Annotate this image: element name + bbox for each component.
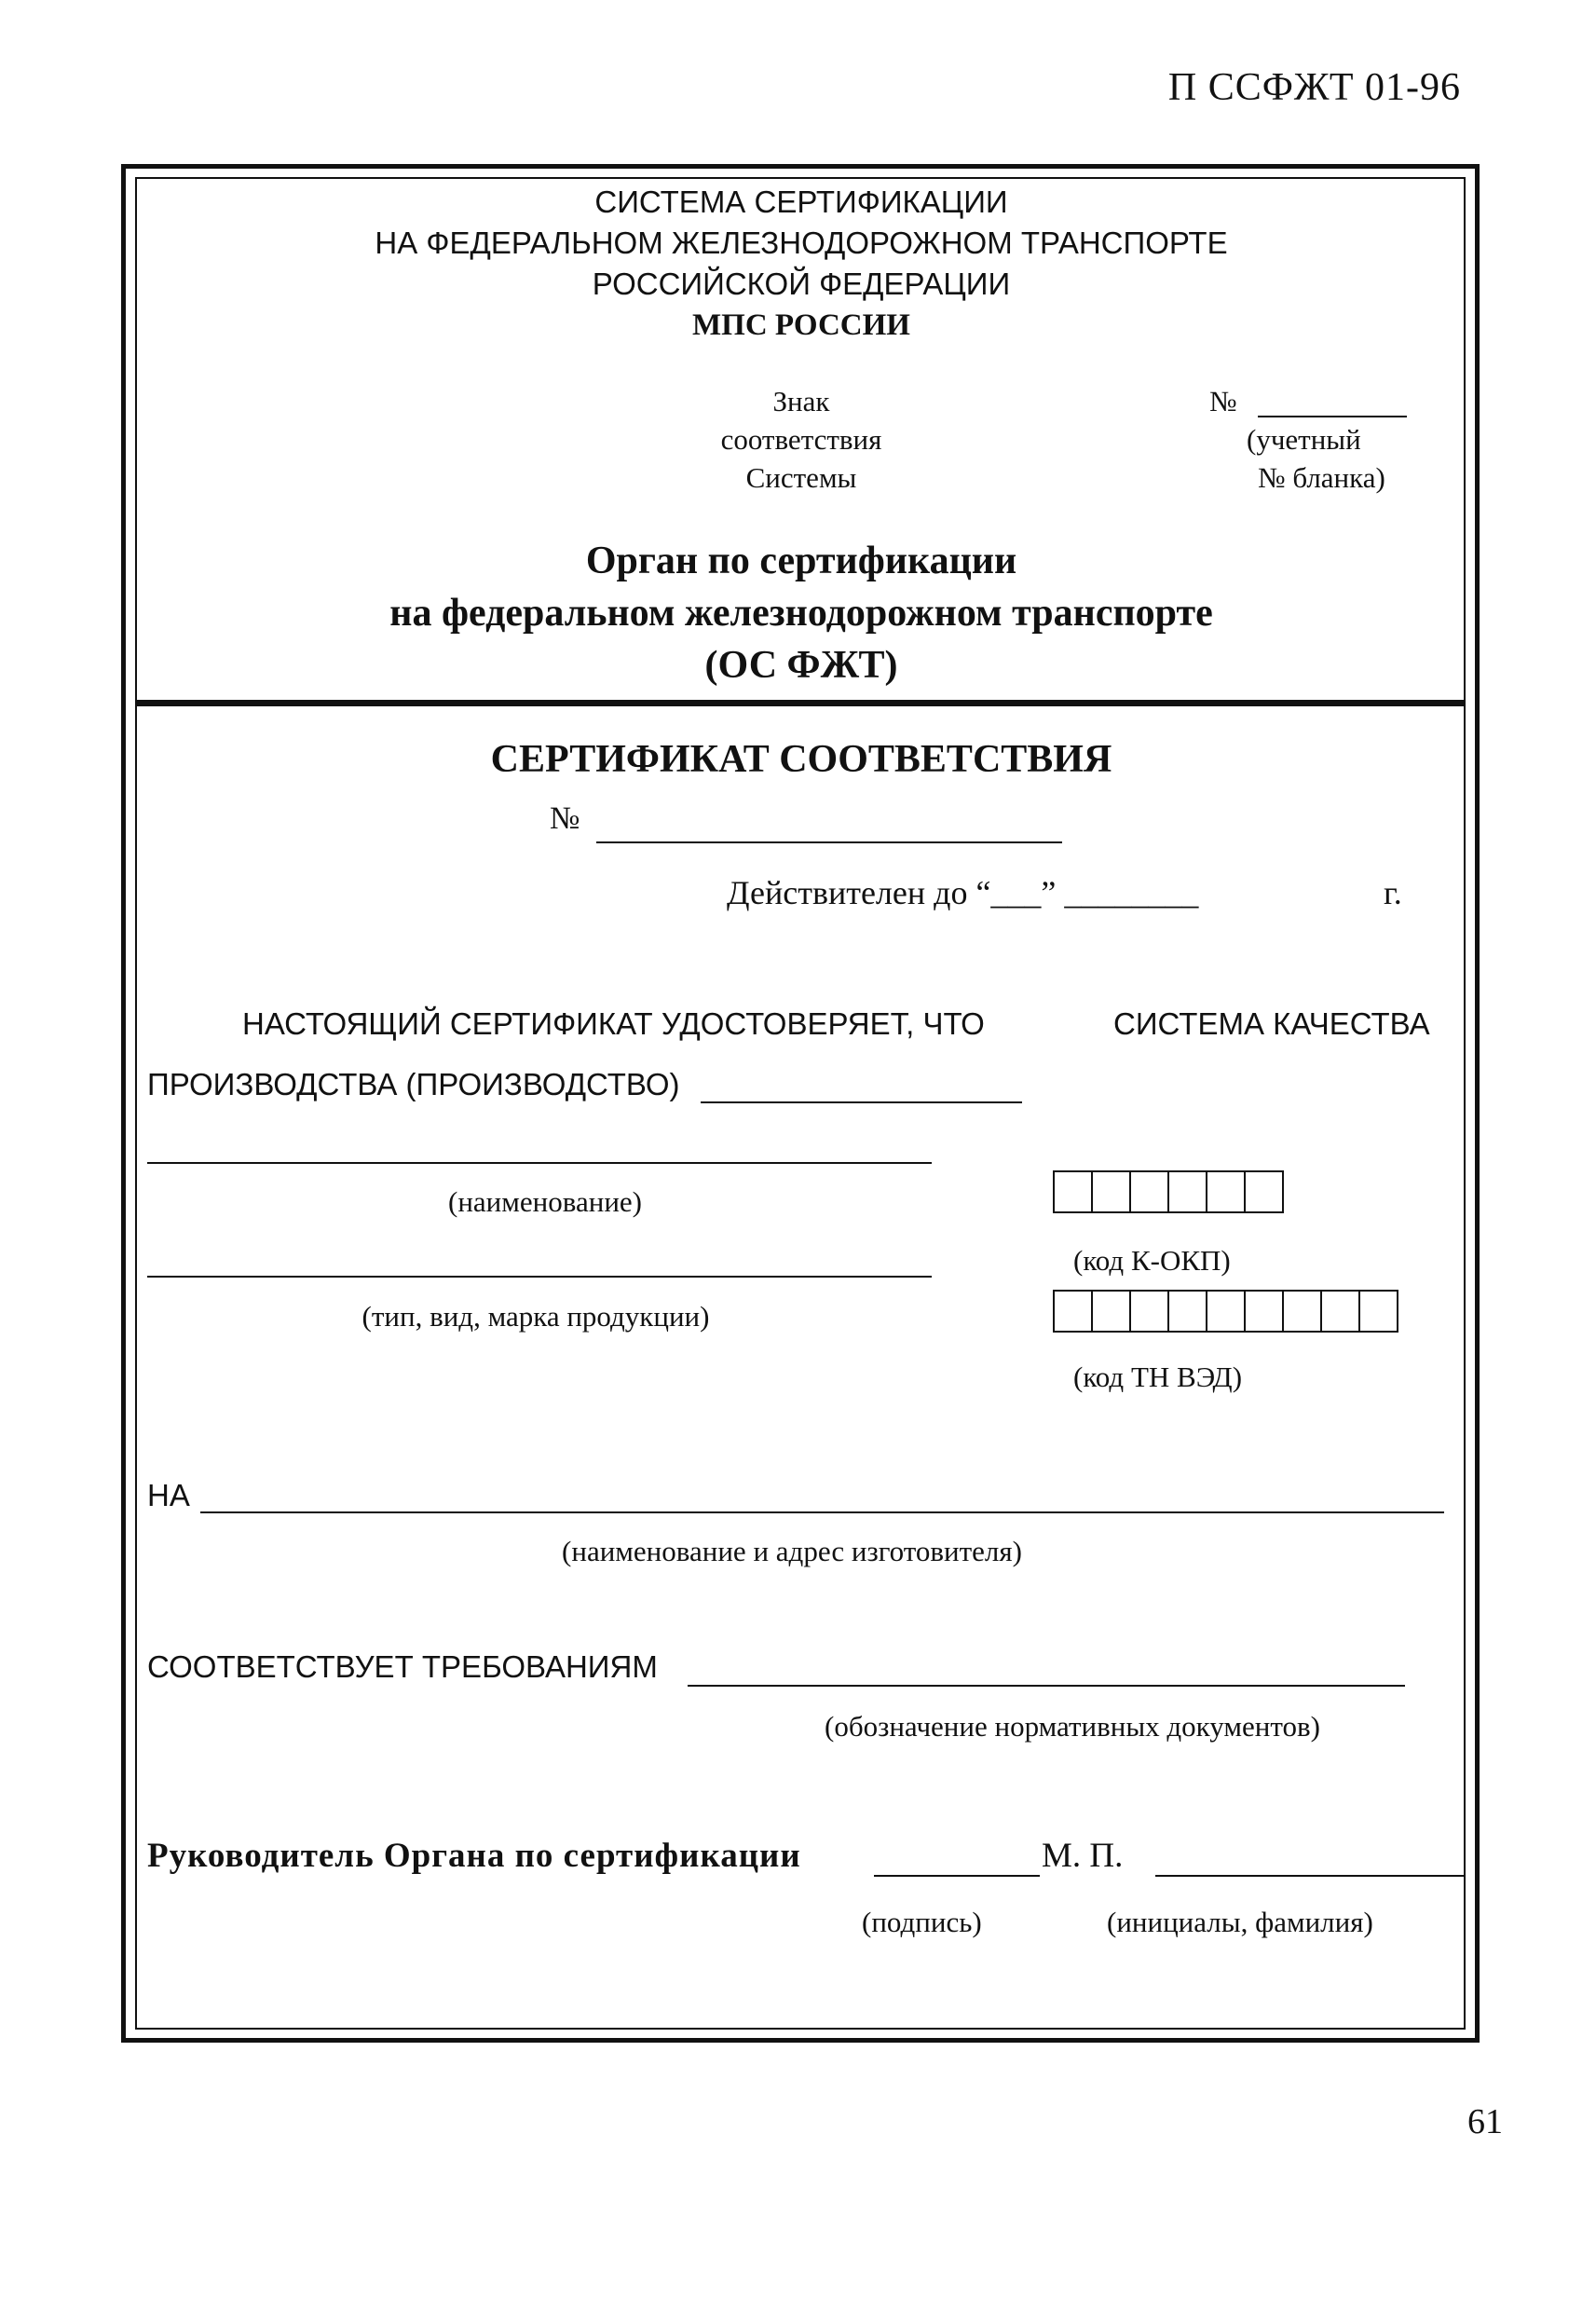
product-name-line — [147, 1162, 932, 1164]
tnved-code-cell[interactable] — [1322, 1292, 1360, 1331]
tnved-code-cell[interactable] — [1360, 1292, 1398, 1331]
okp-code-cell[interactable] — [1055, 1172, 1093, 1211]
quality-system-text: СИСТЕМА КАЧЕСТВА — [1113, 1006, 1430, 1041]
organ-title-line1: Орган по сертификации — [585, 540, 1017, 582]
manufacturer-caption: (наименование и адрес изготовителя) — [562, 1535, 1022, 1567]
tnved-code-cell[interactable] — [1246, 1292, 1284, 1331]
intro-text: НАСТОЯЩИЙ СЕРТИФИКАТ УДОСТОВЕРЯЕТ, ЧТО — [242, 1006, 985, 1041]
mark-label-line2: соответствия — [720, 423, 882, 456]
tnved-code-cell[interactable] — [1055, 1292, 1093, 1331]
okp-code-cell[interactable] — [1207, 1172, 1246, 1211]
requirements-line — [688, 1685, 1405, 1687]
system-title-line2: НА ФЕДЕРАЛЬНОМ ЖЕЛЕЗНОДОРОЖНОМ ТРАНСПОРТЕ — [375, 226, 1228, 260]
norm-documents-caption: (обозначение нормативных документов) — [825, 1710, 1320, 1743]
organ-title-line2: на федеральном железнодорожном транспорте — [389, 592, 1213, 635]
certificate-number-line — [596, 841, 1062, 843]
okp-code-boxes[interactable] — [1053, 1170, 1284, 1213]
system-title-line1: СИСТЕМА СЕРТИФИКАЦИИ — [594, 185, 1008, 219]
okp-code-cell[interactable] — [1093, 1172, 1131, 1211]
document-code: П ССФЖТ 01-96 — [1167, 66, 1461, 109]
na-label: НА — [147, 1478, 190, 1512]
mark-label-line3: Системы — [745, 461, 857, 494]
blank-caption-line1: (учетный — [1247, 423, 1361, 456]
blank-number-line — [1258, 416, 1407, 417]
signature-line — [874, 1875, 1040, 1877]
manufacturer-line — [200, 1511, 1444, 1513]
okp-caption: (код К-ОКП) — [1073, 1244, 1231, 1277]
tnved-code-cell[interactable] — [1131, 1292, 1169, 1331]
organ-title-line3: (ОС ФЖТ) — [704, 644, 898, 687]
system-title-line3: РОССИЙСКОЙ ФЕДЕРАЦИИ — [592, 267, 1011, 301]
production-label: ПРОИЗВОДСТВА (ПРОИЗВОДСТВО) — [147, 1067, 680, 1101]
stamp-label: М. П. — [1042, 1837, 1124, 1875]
blank-caption-line2: № бланка) — [1258, 461, 1385, 494]
page-number: 61 — [1467, 2102, 1503, 2141]
section-divider — [135, 700, 1466, 706]
signature-caption: (подпись) — [862, 1906, 982, 1938]
mark-label-line1: Знак — [772, 385, 830, 417]
head-of-organ-label: Руководитель Органа по сертификации — [147, 1837, 801, 1875]
okp-code-cell[interactable] — [1246, 1172, 1284, 1211]
production-line — [701, 1101, 1022, 1103]
name-caption: (наименование) — [448, 1185, 642, 1218]
okp-code-cell[interactable] — [1131, 1172, 1169, 1211]
okp-code-cell[interactable] — [1169, 1172, 1207, 1211]
tnved-code-boxes[interactable] — [1053, 1290, 1398, 1333]
tnved-caption: (код ТН ВЭД) — [1073, 1361, 1243, 1393]
tnved-code-cell[interactable] — [1284, 1292, 1322, 1331]
type-caption: (тип, вид, марка продукции) — [361, 1300, 710, 1333]
complies-label: СООТВЕТСТВУЕТ ТРЕБОВАНИЯМ — [147, 1649, 658, 1684]
initials-caption: (инициалы, фамилия) — [1107, 1906, 1373, 1938]
valid-until-year: г. — [1384, 874, 1402, 911]
certificate-number-sign: № — [550, 801, 580, 836]
certificate-title: СЕРТИФИКАТ СООТВЕТСТВИЯ — [490, 738, 1112, 781]
product-type-line — [147, 1276, 932, 1278]
tnved-code-cell[interactable] — [1207, 1292, 1246, 1331]
initials-line — [1155, 1875, 1466, 1877]
tnved-code-cell[interactable] — [1093, 1292, 1131, 1331]
valid-until-label: Действителен до “___” ________ — [727, 874, 1199, 911]
blank-number-sign: № — [1209, 385, 1237, 417]
tnved-code-cell[interactable] — [1169, 1292, 1207, 1331]
system-title-mps: МПС РОССИИ — [692, 308, 910, 342]
